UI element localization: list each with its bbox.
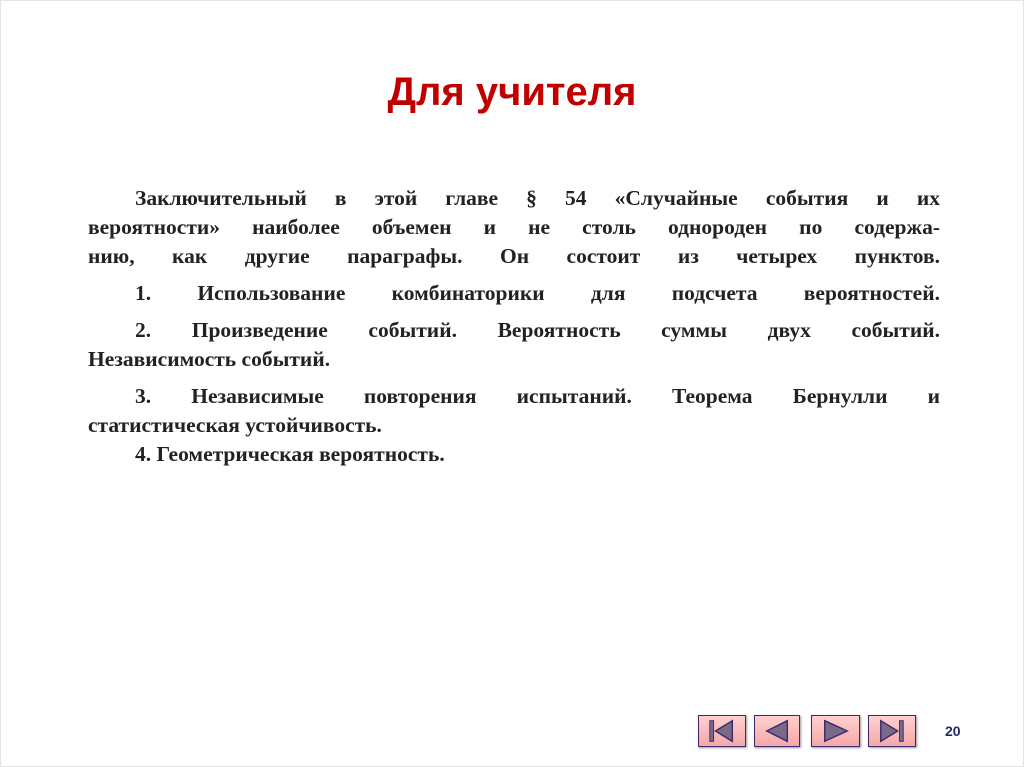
- last-slide-button[interactable]: [868, 715, 916, 747]
- text-line: нию, как другие параграфы. Он состоит из четырех пунктов.: [88, 244, 940, 268]
- previous-icon: [755, 716, 799, 746]
- list-item-cont: Независимость событий.: [88, 347, 331, 371]
- next-slide-button[interactable]: [811, 715, 860, 747]
- text-line: вероятности» наиболее объемен и не столь однороден по содержа-: [88, 215, 940, 239]
- list-item: 1. Использование комбинаторики для подсчета вероятностей.: [135, 281, 940, 305]
- list-item: 4. Геометрическая вероятность.: [135, 442, 445, 466]
- last-icon: [869, 716, 915, 746]
- list-item-cont: статистическая устойчивость.: [88, 413, 382, 437]
- slide-text: [88, 184, 940, 469]
- slide-title: Для учителя: [387, 70, 637, 114]
- page-number: 20: [945, 723, 961, 739]
- list-item: 2. Произведение событий. Вероятность суммы двух событий.: [135, 318, 940, 342]
- next-icon: [812, 716, 859, 746]
- text-line: Заключительный в этой главе § 54 «Случайные события и их: [135, 186, 940, 210]
- previous-slide-button[interactable]: [754, 715, 800, 747]
- first-icon: [699, 716, 745, 746]
- list-item: 3. Независимые повторения испытаний. Теорема Бернулли и: [135, 384, 940, 408]
- first-slide-button[interactable]: [698, 715, 746, 747]
